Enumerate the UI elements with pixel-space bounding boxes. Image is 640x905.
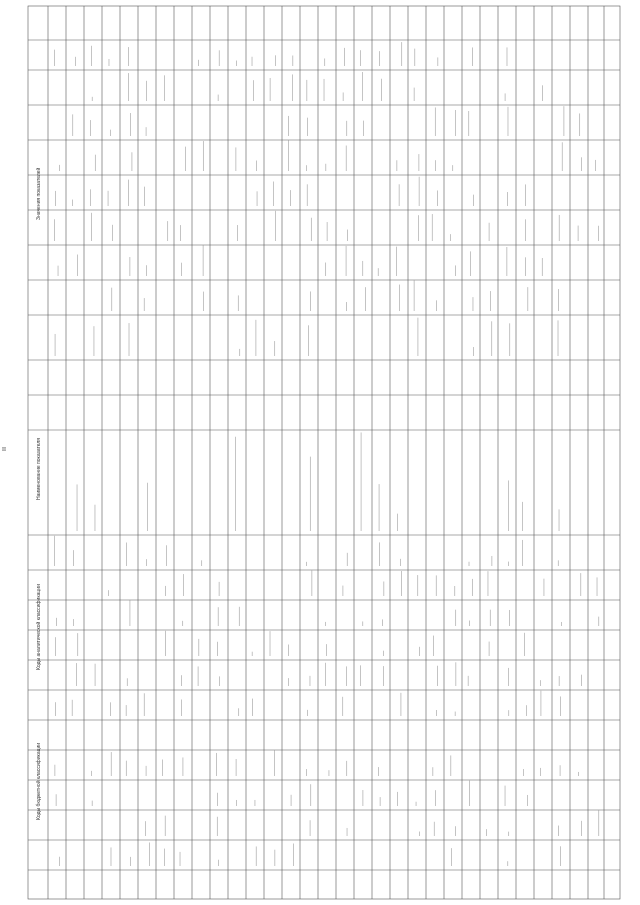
data-table [28, 6, 620, 899]
values-header: Значения показателей [36, 167, 42, 220]
group-header-middle: Коды аналитической классификации [36, 584, 42, 670]
group-header-left: Коды бюджетной классификации [36, 742, 42, 820]
illegible-cell-text [54, 42, 598, 866]
indicator-header: Наименование показателя [36, 438, 42, 500]
page-number: II [2, 447, 6, 453]
